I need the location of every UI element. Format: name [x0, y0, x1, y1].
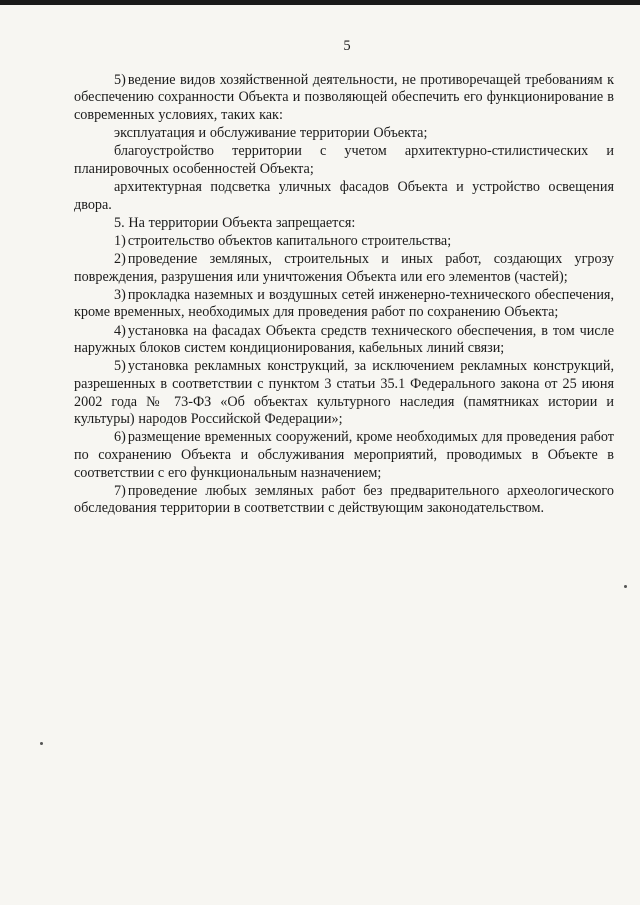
paragraph-text: проведение земляных, строительных и иных работ, создающих угрозу повреждения, разрушения или уничтожения Объекта или его элементов (частей); — [74, 251, 614, 285]
list-item — [74, 323, 614, 358]
paragraph-text: ведение видов хозяйственной деятельности, не противоречащей требованиям к обеспечению сохранности Объекта и позволяющей обеспечить его функционирование в современных условиях, таких как: — [74, 71, 614, 123]
list-item — [74, 251, 614, 286]
paragraph-text: архитектурная подсветка уличных фасадов Объекта и устройство освещения двора. — [74, 178, 614, 213]
document-page — [74, 38, 614, 519]
list-marker: 3) — [114, 286, 126, 303]
list-marker: 1) — [114, 232, 126, 249]
list-marker: 7) — [114, 482, 126, 499]
section-heading — [74, 215, 614, 233]
paragraph-text: благоустройство территории с учетом архитектурно-стилистических и планировочных особенностей Объекта; — [74, 143, 614, 177]
scan-speck — [624, 585, 627, 588]
list-item — [74, 358, 614, 428]
scan-speck — [40, 742, 43, 745]
paragraph-text: установка рекламных конструкций, за исключением рекламных конструкций, разрешенных в соответствии с пунктом 3 статьи 35.1 Федерального закона от 25 июня 2002 года № 73-ФЗ «Об объектах культурного наследия (памятниках истории и культуры) народов Российской Федерации»; — [74, 358, 614, 428]
paragraph — [74, 72, 614, 125]
paragraph-text: 5. На территории Объекта запрещается: — [114, 214, 356, 231]
page-number: 5 — [343, 38, 351, 54]
paragraph-text: строительство объектов капитального строительства; — [127, 232, 452, 249]
list-marker: 6) — [114, 429, 126, 446]
paragraph — [74, 143, 614, 178]
list-item — [74, 287, 614, 322]
paragraph-text: размещение временных сооружений, кроме необходимых для проведения работ по сохранению Объекта и обслуживания мероприятий, проводимых в Объекте в соответствии с его функциональным назначением; — [74, 429, 614, 481]
paragraph-text: установка на фасадах Объекта средств технического обеспечения, в том числе наружных блоков систем кондиционирования, кабельных линий связи; — [74, 322, 614, 357]
paragraph-text: эксплуатация и обслуживание территории Объекта; — [114, 124, 428, 141]
scan-top-edge — [0, 0, 640, 5]
list-marker: 5) — [114, 358, 126, 375]
paragraph-text: прокладка наземных и воздушных сетей инженерно-технического обеспечения, кроме временных, необходимых для проведения работ по сохранению Объекта; — [74, 286, 614, 321]
list-marker: 5) — [114, 71, 126, 88]
list-item — [74, 483, 614, 518]
paragraph — [74, 125, 614, 143]
list-marker: 4) — [114, 322, 126, 339]
list-item — [74, 429, 614, 482]
paragraph — [74, 179, 614, 214]
paragraph-text: проведение любых земляных работ без предварительного археологического обследования территории в соответствии с действующим законодательством. — [74, 482, 614, 517]
list-marker: 2) — [114, 251, 126, 268]
list-item — [74, 233, 614, 251]
